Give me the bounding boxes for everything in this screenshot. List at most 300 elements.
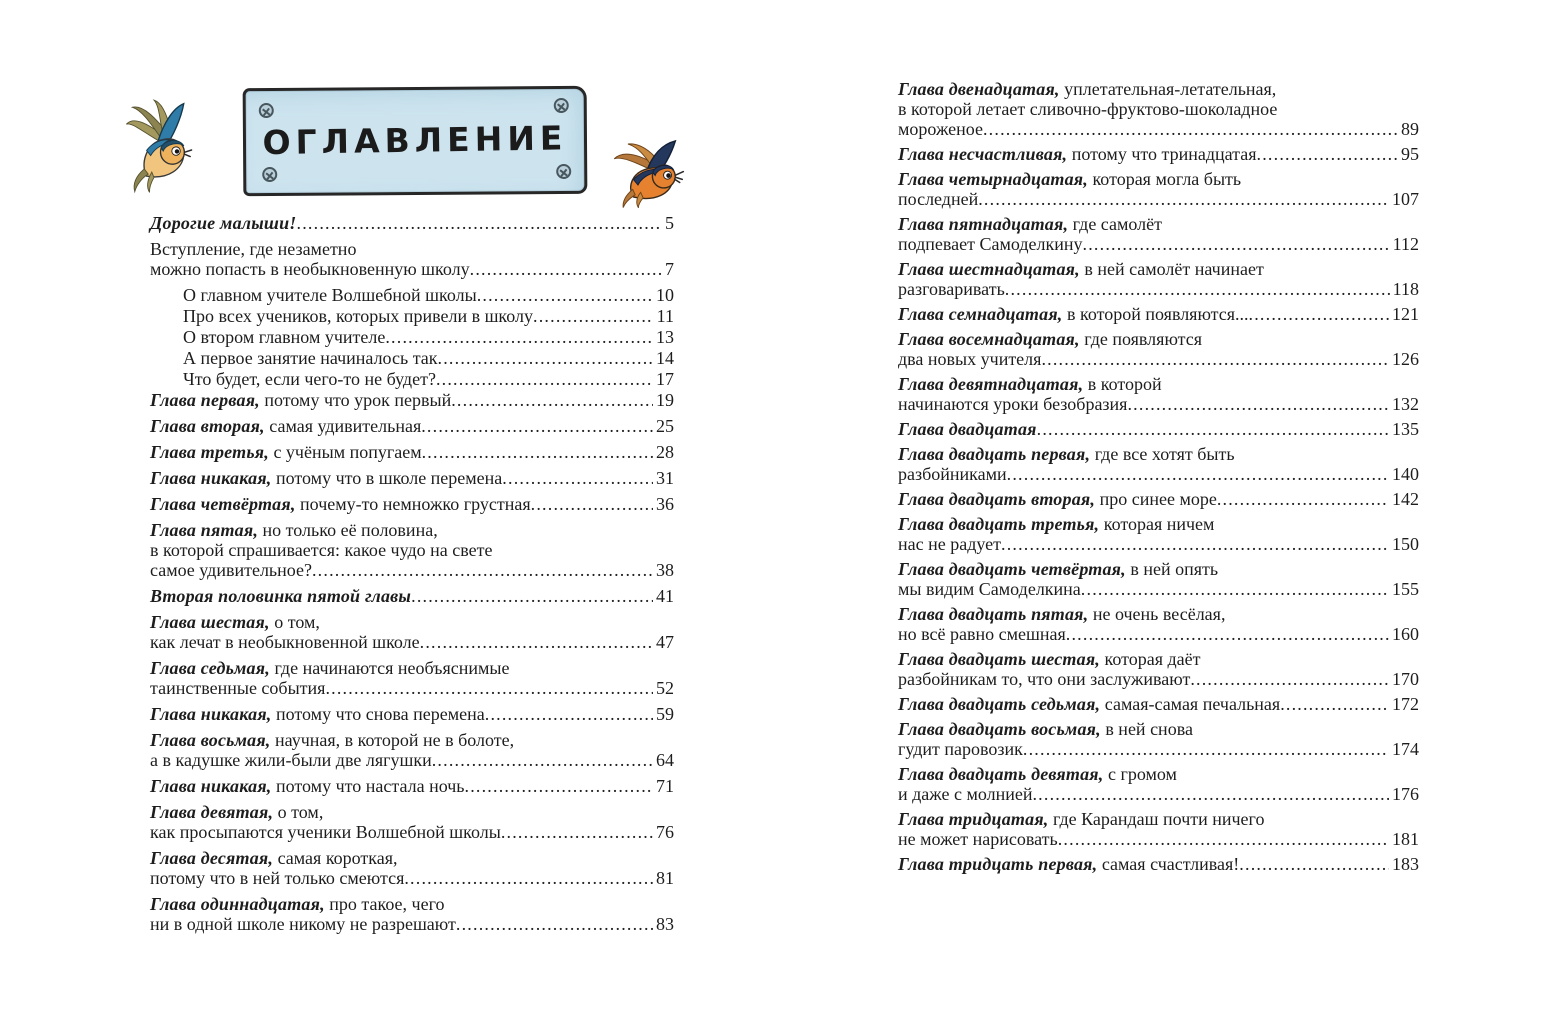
toc-chapter-label: Глава четвёртая, [150, 494, 296, 514]
toc-entry-line [898, 764, 1419, 784]
toc-entry-text: в которой спрашивается: какое чудо на свете [150, 540, 493, 560]
toc-entry [150, 802, 674, 842]
toc-entry-text: два новых учителя [898, 349, 1042, 369]
toc-entry-text: можно попасть в необыкновенную школу [150, 259, 470, 279]
toc-entry-line [150, 416, 674, 436]
toc-entry-text: в ней самолёт начинает [1079, 259, 1264, 279]
toc-chapter-label: Глава никакая, [150, 776, 272, 796]
toc-page-number: 17 [656, 369, 674, 389]
toc-entry-line [150, 259, 674, 279]
toc-chapter-label: Глава пятнадцатая, [898, 214, 1069, 234]
toc-entry-text: но только её половина, [258, 520, 438, 540]
toc-entry-line [898, 304, 1419, 324]
toc-entry [150, 390, 674, 410]
dot-leader [297, 213, 662, 233]
toc-entry-line [898, 329, 1419, 349]
toc-entry-text: где самолёт [1068, 214, 1162, 234]
dot-leader [1001, 534, 1389, 554]
toc-page-number: 142 [1392, 489, 1419, 509]
toc-page-number: 107 [1392, 189, 1419, 209]
toc-entry-line [150, 658, 674, 678]
toc-entry-line [150, 213, 674, 233]
toc-entry [150, 848, 674, 888]
toc-page-number: 31 [656, 468, 674, 488]
dot-leader [438, 348, 653, 368]
toc-entry [150, 285, 674, 305]
toc-entry-text: как просыпаются ученики Волшебной школы [150, 822, 501, 842]
toc-page-number: 83 [656, 914, 674, 934]
toc-page-number: 36 [656, 494, 674, 514]
toc-entry-line [183, 306, 674, 326]
toc-entry-line [150, 704, 674, 724]
toc-chapter-label: Глава семнадцатая, [898, 304, 1063, 324]
toc-entry-line [898, 214, 1419, 234]
dot-leader [1037, 419, 1389, 439]
toc-entry [898, 169, 1419, 209]
toc-entry-text: ни в одной школе никому не разрешают [150, 914, 456, 934]
toc-entry-line [183, 348, 674, 368]
toc-entry-text: таинственные события [150, 678, 326, 698]
toc-entry [898, 604, 1419, 644]
toc-entry [898, 764, 1419, 804]
toc-entry-text: мороженое [898, 119, 983, 139]
toc-entry [898, 514, 1419, 554]
toc-entry-text: Вступление, где незаметно [150, 239, 357, 259]
toc-chapter-label: Глава двадцать восьмая, [898, 719, 1101, 739]
toc-entry [150, 213, 674, 233]
dot-leader [501, 822, 653, 842]
toc-entry-text: почему-то немножко грустная [295, 494, 531, 514]
toc-entry [898, 144, 1419, 164]
toc-page-number: 11 [656, 306, 674, 326]
toc-entry-line [183, 327, 674, 347]
toc-entry-line [150, 914, 674, 934]
toc-entry-line [898, 189, 1419, 209]
toc-chapter-label: Глава пятая, [150, 520, 259, 540]
toc-page-number: 41 [656, 586, 674, 606]
toc-page-number: 5 [665, 213, 674, 233]
toc-title: ОГЛАВЛЕНИЕ [262, 118, 568, 163]
toc-chapter-label: Глава двадцатая [898, 419, 1037, 439]
toc-page-number: 25 [656, 416, 674, 436]
toc-chapter-label: Глава девятнадцатая, [898, 374, 1084, 394]
dot-leader [325, 678, 653, 698]
toc-page-number: 172 [1392, 694, 1419, 714]
toc-entry-line [898, 79, 1419, 99]
toc-chapter-label: Глава первая, [150, 390, 260, 410]
dot-leader [422, 442, 653, 462]
toc-chapter-label: Глава девятая, [150, 802, 274, 822]
dot-leader [1041, 349, 1389, 369]
toc-entry [898, 259, 1419, 299]
dot-leader [1007, 464, 1389, 484]
toc-entry-line [150, 494, 674, 514]
dot-leader [477, 285, 653, 305]
toc-entry-text: потому что урок первый [259, 390, 452, 410]
toc-entry-line [150, 632, 674, 652]
toc-entry-line [898, 444, 1419, 464]
table-of-contents-plaque [243, 86, 588, 196]
toc-chapter-label: Глава двенадцатая, [898, 79, 1060, 99]
dot-leader [411, 586, 653, 606]
toc-entry-line [150, 468, 674, 488]
toc-entry [150, 348, 674, 368]
toc-entry [150, 894, 674, 934]
toc-entry-text: которая даёт [1100, 649, 1201, 669]
toc-chapter-label: Вторая половинка пятой главы [150, 586, 412, 606]
toc-chapter-label: Глава двадцать девятая, [898, 764, 1104, 784]
toc-entry [898, 214, 1419, 254]
toc-page-number: 183 [1392, 854, 1419, 874]
dot-leader [533, 306, 654, 326]
screw-icon [556, 164, 571, 179]
toc-entry [898, 719, 1419, 759]
toc-entry-text: мы видим Самоделкина [898, 579, 1081, 599]
toc-entry-text: и даже с молнией [898, 784, 1033, 804]
screw-icon [259, 103, 274, 118]
toc-page-number: 174 [1392, 739, 1419, 759]
toc-entry-text: с громом [1103, 764, 1177, 784]
toc-entry [150, 494, 674, 514]
toc-entry-line [150, 868, 674, 888]
toc-entry-line [898, 854, 1419, 874]
toc-chapter-label: Глава четырнадцатая, [898, 169, 1088, 189]
toc-entry-text: потому что тринадцатая [1067, 144, 1257, 164]
dot-leader [1083, 234, 1390, 254]
toc-entry-text: самая-самая печальная [1100, 694, 1281, 714]
toc-page-number: 52 [656, 678, 674, 698]
toc-entry-text: не очень весёлая, [1088, 604, 1226, 624]
toc-entry-text: потому что в школе перемена [271, 468, 503, 488]
toc-entry-line [898, 374, 1419, 394]
toc-entry-text: самая счастливая! [1097, 854, 1240, 874]
toc-page-number: 14 [656, 348, 674, 368]
toc-entry-line [150, 894, 674, 914]
toc-entry-line [898, 144, 1419, 164]
toc-entry [898, 559, 1419, 599]
toc-entry-line [150, 802, 674, 822]
toc-entry-text: научная, в которой не в болоте, [270, 730, 515, 750]
dot-leader [502, 468, 653, 488]
toc-page-number: 59 [656, 704, 674, 724]
toc-page-number: 121 [1392, 304, 1419, 324]
toc-entry [150, 586, 674, 606]
toc-entry-line [150, 776, 674, 796]
toc-chapter-label: Глава двадцать вторая, [898, 489, 1096, 509]
toc-page-number: 126 [1392, 349, 1419, 369]
toc-entry [150, 239, 674, 279]
toc-chapter-label: Глава двадцать первая, [898, 444, 1091, 464]
toc-entry-line [150, 750, 674, 770]
toc-entry-text: в ней снова [1100, 719, 1193, 739]
toc-entry-text: А первое занятие начиналось так [183, 348, 438, 368]
toc-entry-text: разбойникам то, что они заслуживают [898, 669, 1191, 689]
toc-entry-text: потому что снова перемена [271, 704, 485, 724]
toc-entry-line [898, 784, 1419, 804]
toc-chapter-label: Глава шестнадцатая, [898, 259, 1080, 279]
toc-page-number: 112 [1392, 234, 1419, 254]
toc-page-number: 7 [665, 259, 674, 279]
toc-entry-text: которая ничем [1099, 514, 1215, 534]
toc-entry [150, 776, 674, 796]
toc-entry-line [150, 520, 674, 540]
toc-entry [898, 374, 1419, 414]
toc-entry-text: про синее море [1095, 489, 1217, 509]
toc-entry-text: где Карандаш почти ничего [1048, 809, 1265, 829]
toc-entry-line [898, 169, 1419, 189]
toc-entry [150, 442, 674, 462]
dot-leader [1066, 624, 1389, 644]
toc-entry-line [150, 586, 674, 606]
dot-leader [312, 560, 653, 580]
toc-chapter-label: Глава восемнадцатая, [898, 329, 1080, 349]
dot-leader [456, 914, 653, 934]
toc-entry-line [183, 369, 674, 389]
toc-entry-text: нас не радует [898, 534, 1001, 554]
toc-entry-line [898, 559, 1419, 579]
toc-page-number: 95 [1401, 144, 1419, 164]
dot-leader [1032, 784, 1389, 804]
toc-entry-line [898, 534, 1419, 554]
toc-entry-text: в которой появляются... [1062, 304, 1249, 324]
toc-page-number: 135 [1392, 419, 1419, 439]
toc-entry-text: как лечат в необыкновенной школе [150, 632, 420, 652]
dot-leader [1249, 304, 1389, 324]
dot-leader [421, 416, 653, 436]
swallow-flying-icon [611, 134, 694, 212]
toc-chapter-label: Глава седьмая, [150, 658, 270, 678]
toc-page-number: 118 [1392, 279, 1419, 299]
toc-chapter-label: Глава несчастливая, [898, 144, 1068, 164]
toc-entry-text: гудит паровозик [898, 739, 1023, 759]
toc-page-number: 181 [1392, 829, 1419, 849]
screw-icon [554, 98, 569, 113]
toc-chapter-label: Глава двадцать седьмая, [898, 694, 1101, 714]
toc-page-number: 10 [656, 285, 674, 305]
toc-entry-text: про такое, чего [324, 894, 445, 914]
toc-entry-text: Что будет, если чего-то не будет? [183, 369, 436, 389]
toc-entry-text: потому что настала ночь [271, 776, 465, 796]
dot-leader [1280, 694, 1389, 714]
toc-entry [150, 416, 674, 436]
toc-page-number: 76 [656, 822, 674, 842]
toc-entry [150, 704, 674, 724]
toc-chapter-label: Глава тридцатая, [898, 809, 1049, 829]
dot-leader [1023, 739, 1389, 759]
toc-entry [150, 730, 674, 770]
toc-entry-line [898, 829, 1419, 849]
toc-entry-line [898, 279, 1419, 299]
toc-chapter-label: Глава шестая, [150, 612, 270, 632]
toc-entry-line [898, 694, 1419, 714]
toc-column-right [898, 79, 1419, 879]
toc-entry [150, 327, 674, 347]
toc-entry-line [150, 848, 674, 868]
toc-entry-text: разбойниками [898, 464, 1007, 484]
toc-entry-line [898, 394, 1419, 414]
toc-entry [898, 809, 1419, 849]
toc-page-number: 19 [656, 390, 674, 410]
toc-entry-line [183, 285, 674, 305]
toc-chapter-label: Глава третья, [150, 442, 269, 462]
toc-entry [898, 304, 1419, 324]
toc-entry-line [898, 624, 1419, 644]
toc-entry [898, 649, 1419, 689]
dot-leader [385, 327, 653, 347]
toc-entry [898, 489, 1419, 509]
toc-chapter-label: Глава тридцать первая, [898, 854, 1098, 874]
toc-entry-text: в которой [1083, 374, 1162, 394]
toc-entry-line [150, 730, 674, 750]
dot-leader [1217, 489, 1389, 509]
toc-page-number: 132 [1392, 394, 1419, 414]
toc-entry-text: которая могла быть [1087, 169, 1242, 189]
toc-entry-text: не может нарисовать [898, 829, 1058, 849]
dot-leader [1058, 829, 1389, 849]
toc-entry-text: О главном учителе Волшебной школы [183, 285, 477, 305]
toc-entry [150, 468, 674, 488]
dot-leader [531, 494, 653, 514]
toc-entry-line [898, 119, 1419, 139]
dot-leader [1081, 579, 1389, 599]
toc-entry [898, 419, 1419, 439]
toc-entry-text: уплетательная-летательная, [1059, 79, 1277, 99]
toc-chapter-label: Глава восьмая, [150, 730, 271, 750]
toc-entry-line [898, 419, 1419, 439]
toc-page-number: 28 [656, 442, 674, 462]
toc-entry-text: а в кадушке жили-были две лягушки [150, 750, 432, 770]
toc-entry [898, 444, 1419, 484]
toc-entry [898, 694, 1419, 714]
screw-icon [262, 167, 277, 182]
toc-entry-line [898, 649, 1419, 669]
toc-entry-text: где все хотят быть [1090, 444, 1235, 464]
toc-entry-line [898, 99, 1419, 119]
toc-chapter-label: Дорогие малыши! [150, 213, 297, 233]
toc-entry-text: подпевает Самоделкину [898, 234, 1083, 254]
toc-entry-line [898, 464, 1419, 484]
toc-chapter-label: Глава двадцать третья, [898, 514, 1100, 534]
toc-chapter-label: Глава десятая, [150, 848, 274, 868]
dot-leader [436, 369, 653, 389]
toc-entry-text: в ней опять [1125, 559, 1219, 579]
toc-chapter-label: Глава двадцать пятая, [898, 604, 1089, 624]
toc-entry-text: о том, [273, 802, 324, 822]
dot-leader [432, 750, 653, 770]
toc-entry-line [898, 514, 1419, 534]
toc-entry-text: но всё равно смешная [898, 624, 1066, 644]
toc-entry-text: где начинаются необъяснимые [269, 658, 510, 678]
toc-page-number: 71 [656, 776, 674, 796]
toc-chapter-label: Глава двадцать шестая, [898, 649, 1100, 669]
toc-entry [150, 306, 674, 326]
toc-entry [150, 520, 674, 580]
dot-leader [1257, 144, 1398, 164]
toc-page-number: 13 [656, 327, 674, 347]
toc-entry-text: разговаривать [898, 279, 1005, 299]
dot-leader [1127, 394, 1389, 414]
swallow-flying-icon [122, 90, 195, 198]
toc-entry-line [898, 809, 1419, 829]
toc-entry-line [150, 390, 674, 410]
toc-page-number: 155 [1392, 579, 1419, 599]
toc-page-number: 81 [656, 868, 674, 888]
toc-entry-line [898, 604, 1419, 624]
toc-entry-line [898, 719, 1419, 739]
toc-entry [898, 79, 1419, 139]
toc-entry-line [150, 540, 674, 560]
toc-page-number: 64 [656, 750, 674, 770]
toc-entry-text: в которой летает сливочно-фруктово-шоколадное [898, 99, 1278, 119]
toc-entry-line [898, 259, 1419, 279]
toc-entry-line [898, 234, 1419, 254]
toc-entry [150, 658, 674, 698]
toc-entry-line [150, 678, 674, 698]
toc-entry-text: Про всех учеников, которых привели в школу [183, 306, 534, 326]
toc-chapter-label: Глава вторая, [150, 416, 265, 436]
toc-page-number: 140 [1392, 464, 1419, 484]
toc-page-number: 176 [1392, 784, 1419, 804]
toc-entry-line [150, 612, 674, 632]
toc-entry-line [898, 739, 1419, 759]
toc-entry-line [898, 669, 1419, 689]
toc-entry-text: где появляются [1079, 329, 1203, 349]
toc-entry-line [150, 822, 674, 842]
toc-entry [898, 854, 1419, 874]
toc-chapter-label: Глава одиннадцатая, [150, 894, 325, 914]
toc-page-number: 160 [1392, 624, 1419, 644]
toc-page-number: 89 [1401, 119, 1419, 139]
dot-leader [983, 119, 1398, 139]
toc-entry-text: потому что в ней только смеются [150, 868, 405, 888]
toc-entry [150, 369, 674, 389]
toc-entry-line [150, 442, 674, 462]
toc-entry-text: о том, [269, 612, 320, 632]
toc-page-number: 170 [1392, 669, 1419, 689]
toc-entry-line [150, 560, 674, 580]
toc-entry [898, 329, 1419, 369]
dot-leader [420, 632, 653, 652]
toc-entry-text: с учёным попугаем [268, 442, 422, 462]
toc-page-number: 47 [656, 632, 674, 652]
toc-entry-line [898, 489, 1419, 509]
toc-entry-text: О втором главном учителе [183, 327, 386, 347]
toc-chapter-label: Глава никакая, [150, 704, 272, 724]
toc-entry-line [898, 349, 1419, 369]
dot-leader [470, 259, 662, 279]
toc-chapter-label: Глава никакая, [150, 468, 272, 488]
dot-leader [485, 704, 653, 724]
toc-entry-line [898, 579, 1419, 599]
toc-entry-line [150, 239, 674, 259]
toc-entry-text: самая короткая, [273, 848, 398, 868]
dot-leader [1239, 854, 1389, 874]
toc-page-number: 150 [1392, 534, 1419, 554]
toc-entry [150, 612, 674, 652]
toc-entry-text: начинаются уроки безобразия [898, 394, 1128, 414]
dot-leader [451, 390, 653, 410]
toc-entry-text: самая удивительная [264, 416, 422, 436]
toc-entry-text: последней [898, 189, 979, 209]
toc-page-number: 38 [656, 560, 674, 580]
toc-column-left [150, 213, 674, 940]
dot-leader [1190, 669, 1389, 689]
dot-leader [404, 868, 653, 888]
toc-entry-text: самое удивительное? [150, 560, 312, 580]
dot-leader [465, 776, 654, 796]
toc-chapter-label: Глава двадцать четвёртая, [898, 559, 1126, 579]
dot-leader [978, 189, 1389, 209]
